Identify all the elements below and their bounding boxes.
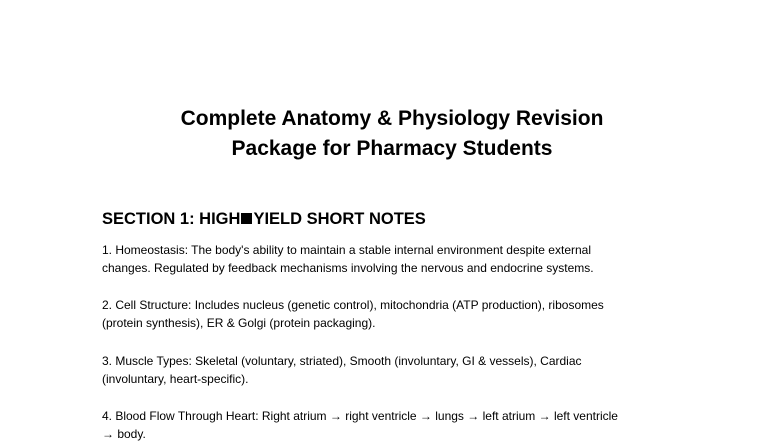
document-title-line-1: Complete Anatomy & Physiology Revision (0, 104, 784, 134)
document-title-line-2: Package for Pharmacy Students (0, 134, 784, 164)
note-line: (involuntary, heart-specific). (102, 371, 682, 389)
note-line: (protein synthesis), ER & Golgi (protein packaging). (102, 315, 682, 333)
document-title (0, 104, 784, 164)
note-line: 1. Homeostasis: The body's ability to maintain a stable internal environment despite external (102, 242, 682, 260)
note-line: changes. Regulated by feedback mechanisms involving the nervous and endocrine systems. (102, 260, 682, 278)
section-heading-part-1: SECTION 1: HIGH (102, 210, 240, 228)
note-line: → body. (102, 426, 682, 443)
section-heading-part-2: YIELD SHORT NOTES (253, 210, 425, 228)
note-homeostasis (102, 242, 682, 277)
note-line: 4. Blood Flow Through Heart: Right atrium → right ventricle → lungs → left atrium → left ventricle (102, 408, 682, 426)
note-blood-flow (102, 408, 682, 443)
square-glyph-icon (241, 213, 252, 224)
section-heading (102, 208, 426, 230)
note-line: 2. Cell Structure: Includes nucleus (genetic control), mitochondria (ATP production), ribosomes (102, 297, 682, 315)
note-muscle-types (102, 353, 682, 388)
note-cell-structure (102, 297, 682, 332)
note-line: 3. Muscle Types: Skeletal (voluntary, striated), Smooth (involuntary, GI & vessels), Cardiac (102, 353, 682, 371)
